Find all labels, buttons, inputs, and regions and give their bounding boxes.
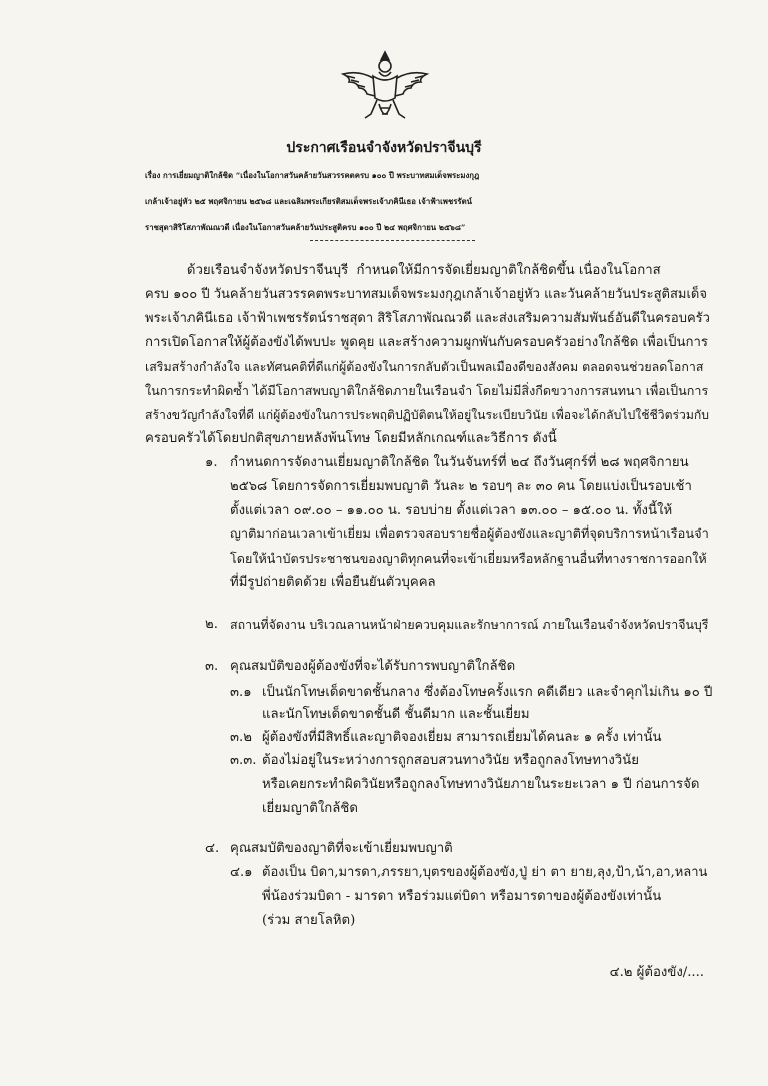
item-number: ๔. [205,841,220,856]
item-number: ๒. [205,617,218,632]
item-line: และนักโทษเด็ดขาดชั้นดี ชั้นดีมาก และชั้นเยี่ยม [262,707,530,722]
item-line: พี่น้องร่วมบิดา - มารดา หรือร่วมแต่บิดา หรือมารดาของผู้ต้องขังเท่านั้น [262,889,662,904]
item-line: เป็นนักโทษเด็ดขาดชั้นกลาง ซึ่งต้องโทษครั้งแรก คดีเดียว และจำคุกไม่เกิน ๑๐ ปี [262,685,713,700]
continuation-note: ๔.๒ ผู้ต้องขัง/.... [609,965,704,980]
paragraph-line: สร้างขวัญกำลังใจที่ดี แก่ผู้ต้องขังในการประพฤติปฏิบัติตนให้อยู่ในระเบียบวินัย เพื่อจะได้กลับไปใช้ชีวิตร่วมกับ [145,408,710,422]
item-line: (ร่วม สายโลหิต) [262,913,356,928]
subject-line: เกล้าเจ้าอยู่หัว ๒๕ พฤศจิกายน ๒๕๖๘ และเฉลิมพระเกียรติสมเด็จพระเจ้าภคินีเธอ เจ้าฟ้าเพชรรัตน์ [145,197,473,206]
paragraph-line: ในการกระทำผิดซ้ำ ได้มีโอกาสพบญาติใกล้ชิดภายในเรือนจำ โดยไม่มีสิ่งกีดขวางการสนทนา เพื่อเป็นการ [145,383,709,398]
sub-item-number: ๔.๑ [230,865,253,880]
item-number: ๓. [205,659,219,674]
item-line: โดยให้นำบัตรประชาชนของญาติทุกคนที่จะเข้าเยี่ยมหรือหลักฐานอื่นที่ทางราชการออกให้ [230,551,707,566]
item-line: ต้องเป็น บิดา,มารดา,ภรรยา,บุตรของผู้ต้องขัง,ปู่ ย่า ตา ยาย,ลุง,ป้า,น้า,อา,หลาน [262,865,708,880]
paragraph-line: ครอบครัวได้โดยปกติสุขภายหลังพ้นโทษ โดยมีหลักเกณฑ์และวิธีการ ดังนี้ [145,431,557,446]
item-line: ผู้ต้องขังที่มีสิทธิ์และญาติจองเยี่ยม สามารถเยี่ยมได้คนละ ๑ ครั้ง เท่านั้น [262,730,662,745]
paragraph-line: พระเจ้าภคินีเธอ เจ้าฟ้าเพชรรัตน์ราชสุดา สิริโสภาพัณณวดี และส่งเสริมความสัมพันธ์อันดีในครอบครัว [145,311,710,326]
paragraph-line: การเปิดโอกาสให้ผู้ต้องขังได้พบปะ พูดคุย และสร้างความผูกพันกับครอบครัวอย่างใกล้ชิด เพื่อเป็นการ [145,335,708,350]
sub-item-number: ๓.๑ [230,685,252,700]
paragraph-line: ด้วยเรือนจำจังหวัดปราจีนบุรี กำหนดให้มีการจัดเยี่ยมญาติใกล้ชิดขึ้น เนื่องในโอกาส [145,263,661,278]
item-line: ญาติมาก่อนเวลาเข้าเยี่ยม เพื่อตรวจสอบรายชื่อผู้ต้องขังและญาติที่จุดบริการหน้าเรือนจำ [230,527,709,542]
item-line: สถานที่จัดงาน บริเวณลานหน้าฝ่ายควบคุมและรักษาการณ์ ภายในเรือนจำจังหวัดปราจีนบุรี [230,617,709,632]
item-line: เยี่ยมญาติใกล้ชิด [262,801,358,816]
subject-line: เรื่อง การเยี่ยมญาติใกล้ชิด “เนื่องในโอกาสวันคล้ายวันสวรรคตครบ ๑๐๐ ปี พระบาทสมเด็จพระมงกุฎ [145,171,480,180]
subject-line: ราชสุดาสิริโสภาพัณณวดี เนื่องในโอกาสวันคล้ายวันประสูติครบ ๑๐๐ ปี ๒๔ พฤศจิกายน ๒๕๖๘” [145,223,466,232]
item-line: หรือเคยกระทำผิดวินัยหรือถูกลงโทษทางวินัยภายในระยะเวลา ๑ ปี ก่อนการจัด [262,777,700,792]
document-title: ประกาศเรือนจำจังหวัดปราจีนบุรี [286,140,482,156]
subject-block [145,163,715,241]
item-line: กำหนดการจัดงานเยี่ยมญาติใกล้ชิด ในวันจันทร์ที่ ๒๔ ถึงวันศุกร์ที่ ๒๘ พฤศจิกายน [230,455,689,470]
sub-item-number: ๓.๓. [230,753,257,768]
sub-item-number: ๓.๒ [230,730,252,745]
item-number: ๑. [205,455,218,470]
item-line: ตั้งแต่เวลา ๐๙.๐๐ – ๑๑.๐๐ น. รอบบ่าย ตั้งแต่เวลา ๑๓.๐๐ – ๑๕.๐๐ น. ทั้งนี้ให้ [230,503,673,518]
item-heading: คุณสมบัติของผู้ต้องขังที่จะได้รับการพบญาติใกล้ชิด [230,659,516,674]
divider [310,240,475,241]
item-line: ๒๕๖๘ โดยการจัดการเยี่ยมพบญาติ วันละ ๒ รอบๆ ละ ๓๐ คน โดยแบ่งเป็นรอบเช้า [230,479,692,494]
item-line: ต้องไม่อยู่ในระหว่างการถูกสอบสวนทางวินัย หรือถูกลงโทษทางวินัย [262,753,639,768]
item-heading: คุณสมบัติของญาติที่จะเข้าเยี่ยมพบญาติ [230,841,453,856]
paragraph-line: เสริมสร้างกำลังใจ และทัศนคติที่ดีแก่ผู้ต้องขังในการกลับตัวเป็นพลเมืองดีของสังคม ตลอดจนช่วยลดโอกาส [145,359,704,374]
garuda-emblem-icon [335,48,435,128]
paragraph-line: ครบ ๑๐๐ ปี วันคล้ายวันสวรรคตพระบาทสมเด็จพระมงกุฎเกล้าเจ้าอยู่หัว และวันคล้ายวันประสูติสมเด็จ [145,287,707,302]
item-line: ที่มีรูปถ่ายติดด้วย เพื่อยืนยันตัวบุคคล [230,575,436,590]
